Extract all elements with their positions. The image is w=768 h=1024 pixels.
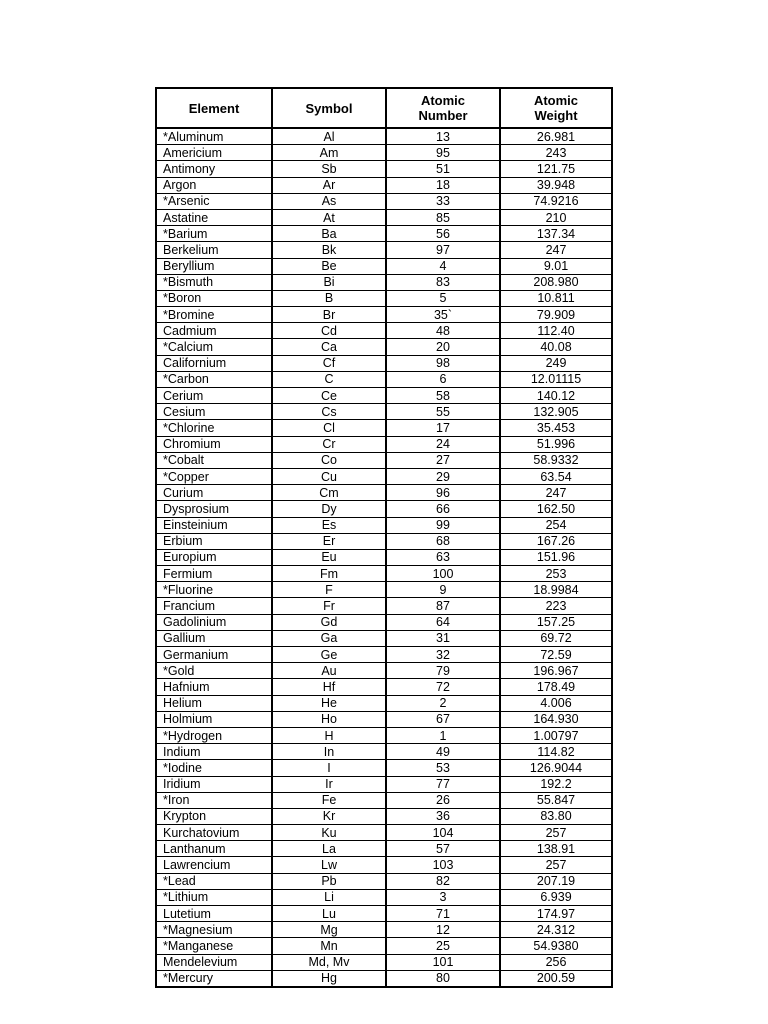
- cell-atomic-weight: 254: [500, 517, 612, 533]
- table-row: [156, 695, 612, 711]
- cell-atomic-number: 36: [386, 808, 500, 824]
- header-element: Element: [156, 88, 272, 128]
- cell-atomic-weight: 249: [500, 355, 612, 371]
- cell-atomic-number: 5: [386, 290, 500, 306]
- table-row: [156, 970, 612, 987]
- cell-atomic-number: 29: [386, 468, 500, 484]
- cell-element: Americium: [156, 145, 272, 161]
- cell-atomic-number: 72: [386, 679, 500, 695]
- cell-element: Berkelium: [156, 242, 272, 258]
- cell-atomic-number: 83: [386, 274, 500, 290]
- cell-atomic-weight: 256: [500, 954, 612, 970]
- cell-atomic-number: 57: [386, 841, 500, 857]
- cell-atomic-weight: 24.312: [500, 922, 612, 938]
- cell-symbol: Au: [272, 663, 386, 679]
- cell-atomic-weight: 83.80: [500, 808, 612, 824]
- header-symbol: Symbol: [272, 88, 386, 128]
- table-row: [156, 161, 612, 177]
- table-row: [156, 776, 612, 792]
- cell-atomic-number: 17: [386, 420, 500, 436]
- cell-element: Krypton: [156, 808, 272, 824]
- cell-element: *Fluorine: [156, 582, 272, 598]
- cell-symbol: Eu: [272, 549, 386, 565]
- cell-symbol: Pb: [272, 873, 386, 889]
- cell-atomic-weight: 40.08: [500, 339, 612, 355]
- cell-atomic-weight: 174.97: [500, 906, 612, 922]
- cell-atomic-number: 95: [386, 145, 500, 161]
- cell-atomic-number: 51: [386, 161, 500, 177]
- cell-symbol: I: [272, 760, 386, 776]
- cell-element: Erbium: [156, 533, 272, 549]
- cell-atomic-weight: 243: [500, 145, 612, 161]
- cell-atomic-number: 103: [386, 857, 500, 873]
- cell-atomic-number: 26: [386, 792, 500, 808]
- cell-atomic-number: 27: [386, 452, 500, 468]
- table-row: [156, 209, 612, 225]
- cell-atomic-number: 96: [386, 485, 500, 501]
- cell-atomic-weight: 4.006: [500, 695, 612, 711]
- cell-atomic-number: 58: [386, 388, 500, 404]
- cell-symbol: Cu: [272, 468, 386, 484]
- table-row: [156, 727, 612, 743]
- cell-element: *Gold: [156, 663, 272, 679]
- cell-symbol: In: [272, 744, 386, 760]
- cell-symbol: Hf: [272, 679, 386, 695]
- table-row: [156, 647, 612, 663]
- table-header: [156, 88, 612, 128]
- table-row: [156, 630, 612, 646]
- table-row: [156, 404, 612, 420]
- cell-element: Einsteinium: [156, 517, 272, 533]
- cell-atomic-number: 71: [386, 906, 500, 922]
- cell-element: *Barium: [156, 226, 272, 242]
- cell-element: Europium: [156, 549, 272, 565]
- cell-atomic-number: 25: [386, 938, 500, 954]
- table-row: [156, 242, 612, 258]
- cell-element: Indium: [156, 744, 272, 760]
- cell-atomic-weight: 12.01115: [500, 371, 612, 387]
- table-row: [156, 825, 612, 841]
- table-row: [156, 323, 612, 339]
- table-row: [156, 177, 612, 193]
- cell-symbol: Ba: [272, 226, 386, 242]
- cell-symbol: Mn: [272, 938, 386, 954]
- cell-atomic-number: 67: [386, 711, 500, 727]
- cell-element: Kurchatovium: [156, 825, 272, 841]
- table-row: [156, 873, 612, 889]
- cell-atomic-weight: 72.59: [500, 647, 612, 663]
- cell-atomic-number: 4: [386, 258, 500, 274]
- cell-atomic-weight: 9.01: [500, 258, 612, 274]
- cell-symbol: Sb: [272, 161, 386, 177]
- cell-symbol: Al: [272, 128, 386, 145]
- cell-element: *Boron: [156, 290, 272, 306]
- cell-atomic-weight: 257: [500, 825, 612, 841]
- cell-atomic-weight: 196.967: [500, 663, 612, 679]
- cell-atomic-weight: 247: [500, 485, 612, 501]
- cell-atomic-weight: 207.19: [500, 873, 612, 889]
- cell-symbol: Bi: [272, 274, 386, 290]
- cell-symbol: Mg: [272, 922, 386, 938]
- cell-atomic-weight: 138.91: [500, 841, 612, 857]
- cell-symbol: At: [272, 209, 386, 225]
- table-row: [156, 517, 612, 533]
- cell-atomic-number: 20: [386, 339, 500, 355]
- cell-element: *Bismuth: [156, 274, 272, 290]
- cell-symbol: Fe: [272, 792, 386, 808]
- cell-element: *Iodine: [156, 760, 272, 776]
- table-row: [156, 258, 612, 274]
- cell-element: Californium: [156, 355, 272, 371]
- cell-atomic-number: 85: [386, 209, 500, 225]
- cell-atomic-number: 77: [386, 776, 500, 792]
- table-row: [156, 792, 612, 808]
- table-row: [156, 388, 612, 404]
- cell-symbol: Ar: [272, 177, 386, 193]
- cell-element: *Copper: [156, 468, 272, 484]
- cell-element: Argon: [156, 177, 272, 193]
- table-row: [156, 501, 612, 517]
- cell-symbol: B: [272, 290, 386, 306]
- cell-atomic-number: 31: [386, 630, 500, 646]
- table-row: [156, 452, 612, 468]
- cell-atomic-number: 13: [386, 128, 500, 145]
- cell-atomic-number: 49: [386, 744, 500, 760]
- cell-symbol: Gd: [272, 614, 386, 630]
- cell-atomic-weight: 6.939: [500, 889, 612, 905]
- cell-element: Gallium: [156, 630, 272, 646]
- cell-element: Dysprosium: [156, 501, 272, 517]
- cell-symbol: Li: [272, 889, 386, 905]
- table-row: [156, 889, 612, 905]
- cell-atomic-weight: 247: [500, 242, 612, 258]
- cell-element: Francium: [156, 598, 272, 614]
- cell-atomic-weight: 114.82: [500, 744, 612, 760]
- cell-element: Gadolinium: [156, 614, 272, 630]
- table-row: [156, 193, 612, 209]
- table-row: [156, 582, 612, 598]
- cell-atomic-number: 64: [386, 614, 500, 630]
- cell-atomic-number: 32: [386, 647, 500, 663]
- table-row: [156, 274, 612, 290]
- cell-atomic-number: 87: [386, 598, 500, 614]
- table-row: [156, 744, 612, 760]
- table-row: [156, 371, 612, 387]
- cell-atomic-weight: 192.2: [500, 776, 612, 792]
- cell-symbol: Ir: [272, 776, 386, 792]
- cell-symbol: Ge: [272, 647, 386, 663]
- cell-element: *Bromine: [156, 307, 272, 323]
- cell-element: Mendelevium: [156, 954, 272, 970]
- cell-atomic-weight: 18.9984: [500, 582, 612, 598]
- cell-element: Lanthanum: [156, 841, 272, 857]
- cell-symbol: Ku: [272, 825, 386, 841]
- cell-atomic-weight: 58.9332: [500, 452, 612, 468]
- cell-element: Antimony: [156, 161, 272, 177]
- cell-atomic-weight: 140.12: [500, 388, 612, 404]
- cell-symbol: Er: [272, 533, 386, 549]
- cell-atomic-number: 1: [386, 727, 500, 743]
- cell-element: Curium: [156, 485, 272, 501]
- cell-element: *Iron: [156, 792, 272, 808]
- table-row: [156, 663, 612, 679]
- cell-atomic-number: 18: [386, 177, 500, 193]
- cell-atomic-weight: 208.980: [500, 274, 612, 290]
- cell-symbol: Bk: [272, 242, 386, 258]
- header-row: [156, 88, 612, 128]
- cell-element: Cerium: [156, 388, 272, 404]
- table-row: [156, 857, 612, 873]
- cell-symbol: Cd: [272, 323, 386, 339]
- cell-atomic-number: 68: [386, 533, 500, 549]
- cell-atomic-number: 104: [386, 825, 500, 841]
- cell-symbol: F: [272, 582, 386, 598]
- table-row: [156, 128, 612, 145]
- cell-symbol: Kr: [272, 808, 386, 824]
- table-body: [156, 128, 612, 987]
- cell-atomic-number: 24: [386, 436, 500, 452]
- table-row: [156, 906, 612, 922]
- table-row: [156, 468, 612, 484]
- cell-atomic-weight: 167.26: [500, 533, 612, 549]
- cell-element: *Lead: [156, 873, 272, 889]
- cell-atomic-weight: 26.981: [500, 128, 612, 145]
- cell-element: *Cobalt: [156, 452, 272, 468]
- cell-atomic-number: 6: [386, 371, 500, 387]
- cell-atomic-number: 53: [386, 760, 500, 776]
- header-atomic-number: Atomic Number: [386, 88, 500, 128]
- cell-atomic-number: 82: [386, 873, 500, 889]
- cell-atomic-weight: 151.96: [500, 549, 612, 565]
- cell-atomic-number: 33: [386, 193, 500, 209]
- cell-element: *Chlorine: [156, 420, 272, 436]
- table-row: [156, 808, 612, 824]
- table-row: [156, 355, 612, 371]
- cell-symbol: Lu: [272, 906, 386, 922]
- cell-symbol: Lw: [272, 857, 386, 873]
- cell-atomic-weight: 74.9216: [500, 193, 612, 209]
- cell-element: Hafnium: [156, 679, 272, 695]
- cell-atomic-weight: 253: [500, 566, 612, 582]
- cell-atomic-weight: 121.75: [500, 161, 612, 177]
- cell-symbol: Cm: [272, 485, 386, 501]
- cell-symbol: Dy: [272, 501, 386, 517]
- cell-element: *Manganese: [156, 938, 272, 954]
- cell-atomic-number: 98: [386, 355, 500, 371]
- cell-atomic-number: 100: [386, 566, 500, 582]
- table-row: [156, 436, 612, 452]
- cell-atomic-weight: 223: [500, 598, 612, 614]
- cell-symbol: Ho: [272, 711, 386, 727]
- cell-symbol: He: [272, 695, 386, 711]
- table-row: [156, 566, 612, 582]
- table-row: [156, 420, 612, 436]
- cell-element: Cadmium: [156, 323, 272, 339]
- cell-element: Beryllium: [156, 258, 272, 274]
- table-row: [156, 614, 612, 630]
- cell-atomic-weight: 257: [500, 857, 612, 873]
- cell-atomic-weight: 132.905: [500, 404, 612, 420]
- table-row: [156, 954, 612, 970]
- cell-atomic-weight: 10.811: [500, 290, 612, 306]
- cell-atomic-number: 80: [386, 970, 500, 987]
- table-row: [156, 290, 612, 306]
- cell-atomic-weight: 55.847: [500, 792, 612, 808]
- cell-atomic-number: 97: [386, 242, 500, 258]
- table-row: [156, 307, 612, 323]
- table-row: [156, 938, 612, 954]
- cell-symbol: Cl: [272, 420, 386, 436]
- cell-symbol: Cs: [272, 404, 386, 420]
- cell-atomic-number: 48: [386, 323, 500, 339]
- cell-atomic-number: 79: [386, 663, 500, 679]
- cell-atomic-weight: 210: [500, 209, 612, 225]
- cell-element: *Aluminum: [156, 128, 272, 145]
- cell-symbol: Br: [272, 307, 386, 323]
- cell-element: Helium: [156, 695, 272, 711]
- cell-symbol: Be: [272, 258, 386, 274]
- cell-element: Lutetium: [156, 906, 272, 922]
- cell-atomic-weight: 164.930: [500, 711, 612, 727]
- table-row: [156, 922, 612, 938]
- table-row: [156, 711, 612, 727]
- cell-atomic-number: 63: [386, 549, 500, 565]
- cell-atomic-number: 3: [386, 889, 500, 905]
- cell-atomic-weight: 137.34: [500, 226, 612, 242]
- cell-element: Lawrencium: [156, 857, 272, 873]
- cell-atomic-weight: 112.40: [500, 323, 612, 339]
- table-row: [156, 679, 612, 695]
- cell-symbol: Cr: [272, 436, 386, 452]
- cell-element: *Magnesium: [156, 922, 272, 938]
- cell-symbol: Fr: [272, 598, 386, 614]
- cell-symbol: Hg: [272, 970, 386, 987]
- cell-symbol: Fm: [272, 566, 386, 582]
- cell-element: *Hydrogen: [156, 727, 272, 743]
- cell-atomic-weight: 157.25: [500, 614, 612, 630]
- cell-symbol: Md, Mv: [272, 954, 386, 970]
- cell-symbol: Am: [272, 145, 386, 161]
- cell-atomic-weight: 54.9380: [500, 938, 612, 954]
- header-atomic-weight: Atomic Weight: [500, 88, 612, 128]
- cell-element: *Arsenic: [156, 193, 272, 209]
- cell-atomic-number: 66: [386, 501, 500, 517]
- cell-atomic-weight: 79.909: [500, 307, 612, 323]
- cell-element: Fermium: [156, 566, 272, 582]
- elements-table: [155, 87, 613, 988]
- cell-symbol: La: [272, 841, 386, 857]
- cell-element: Cesium: [156, 404, 272, 420]
- cell-atomic-number: 56: [386, 226, 500, 242]
- cell-atomic-weight: 178.49: [500, 679, 612, 695]
- cell-element: *Lithium: [156, 889, 272, 905]
- cell-atomic-weight: 162.50: [500, 501, 612, 517]
- cell-symbol: Cf: [272, 355, 386, 371]
- cell-symbol: Ca: [272, 339, 386, 355]
- cell-atomic-weight: 51.996: [500, 436, 612, 452]
- cell-symbol: H: [272, 727, 386, 743]
- table-row: [156, 339, 612, 355]
- cell-atomic-number: 12: [386, 922, 500, 938]
- cell-atomic-number: 101: [386, 954, 500, 970]
- cell-symbol: As: [272, 193, 386, 209]
- table-row: [156, 760, 612, 776]
- cell-atomic-number: 99: [386, 517, 500, 533]
- table-row: [156, 841, 612, 857]
- cell-symbol: C: [272, 371, 386, 387]
- table-row: [156, 145, 612, 161]
- cell-atomic-number: 9: [386, 582, 500, 598]
- cell-atomic-weight: 39.948: [500, 177, 612, 193]
- cell-atomic-weight: 69.72: [500, 630, 612, 646]
- cell-atomic-weight: 126.9044: [500, 760, 612, 776]
- table-row: [156, 226, 612, 242]
- cell-element: Germanium: [156, 647, 272, 663]
- cell-atomic-weight: 63.54: [500, 468, 612, 484]
- cell-element: Chromium: [156, 436, 272, 452]
- cell-atomic-weight: 200.59: [500, 970, 612, 987]
- cell-atomic-number: 2: [386, 695, 500, 711]
- cell-symbol: Ga: [272, 630, 386, 646]
- cell-atomic-weight: 35.453: [500, 420, 612, 436]
- cell-symbol: Ce: [272, 388, 386, 404]
- cell-atomic-number: 55: [386, 404, 500, 420]
- table-row: [156, 485, 612, 501]
- cell-symbol: Co: [272, 452, 386, 468]
- cell-element: Holmium: [156, 711, 272, 727]
- table-row: [156, 533, 612, 549]
- table-row: [156, 549, 612, 565]
- cell-atomic-number: 35`: [386, 307, 500, 323]
- table-row: [156, 598, 612, 614]
- cell-atomic-weight: 1.00797: [500, 727, 612, 743]
- cell-element: *Carbon: [156, 371, 272, 387]
- cell-symbol: Es: [272, 517, 386, 533]
- cell-element: Astatine: [156, 209, 272, 225]
- cell-element: Iridium: [156, 776, 272, 792]
- cell-element: *Calcium: [156, 339, 272, 355]
- cell-element: *Mercury: [156, 970, 272, 987]
